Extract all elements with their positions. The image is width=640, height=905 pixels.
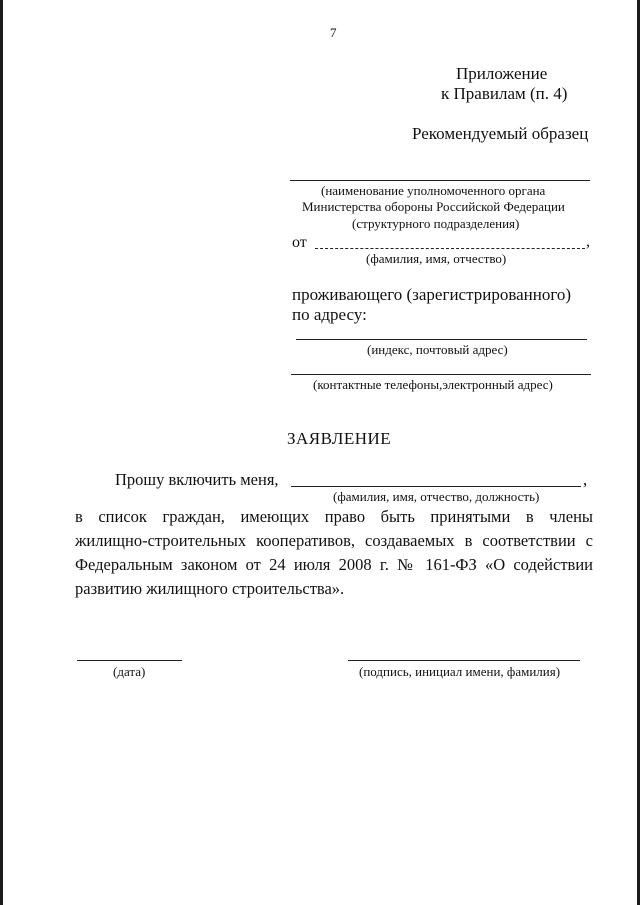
document-title: ЗАЯВЛЕНИЕ xyxy=(287,429,392,448)
request-lead: Прошу включить меня, xyxy=(115,470,279,489)
request-comma: , xyxy=(583,470,588,489)
signature-line[interactable] xyxy=(348,660,580,661)
from-comma: , xyxy=(586,233,590,250)
from-name-line[interactable] xyxy=(315,248,585,249)
request-body-line3: Федеральным законом от 24 июля 2008 г. № 161-ФЗ «О содействии xyxy=(75,555,593,574)
contacts-hint: (контактные телефоны,электронный адрес) xyxy=(313,377,553,392)
recommended-sample: Рекомендуемый образец xyxy=(412,124,589,143)
authority-name-line[interactable] xyxy=(290,180,590,181)
request-body-line1: в список граждан, имеющих право быть принятыми в члены xyxy=(75,507,593,526)
applicant-line[interactable] xyxy=(291,486,581,487)
signature-hint: (подпись, инициал имени, фамилия) xyxy=(359,664,561,679)
page-number: 7 xyxy=(330,25,337,40)
from-label: от xyxy=(292,234,307,251)
address-line[interactable] xyxy=(296,339,587,340)
authority-hint-3: (структурного подразделения) xyxy=(352,216,520,231)
from-hint: (фамилия, имя, отчество) xyxy=(366,251,507,266)
authority-hint-1: (наименование уполномоченного органа xyxy=(321,183,546,198)
request-body-line4: развитию жилищного строительства». xyxy=(75,579,345,598)
request-body-line2: жилищно-строительных кооперативов, создаваемых в соответствии с xyxy=(75,531,593,550)
appendix-line1: Приложение xyxy=(456,64,548,83)
residing-line1: проживающего (зарегистрированного) xyxy=(292,285,572,304)
authority-hint-2: Министерства обороны Российской Федерации xyxy=(302,199,565,214)
appendix-line2: к Правилам (п. 4) xyxy=(441,84,568,103)
date-line[interactable] xyxy=(77,660,182,661)
contacts-line[interactable] xyxy=(291,374,591,375)
residing-line2: по адресу: xyxy=(292,305,367,324)
address-hint: (индекс, почтовый адрес) xyxy=(367,342,508,357)
request-body xyxy=(75,505,593,601)
date-hint: (дата) xyxy=(113,664,146,679)
applicant-hint: (фамилия, имя, отчество, должность) xyxy=(333,489,540,504)
